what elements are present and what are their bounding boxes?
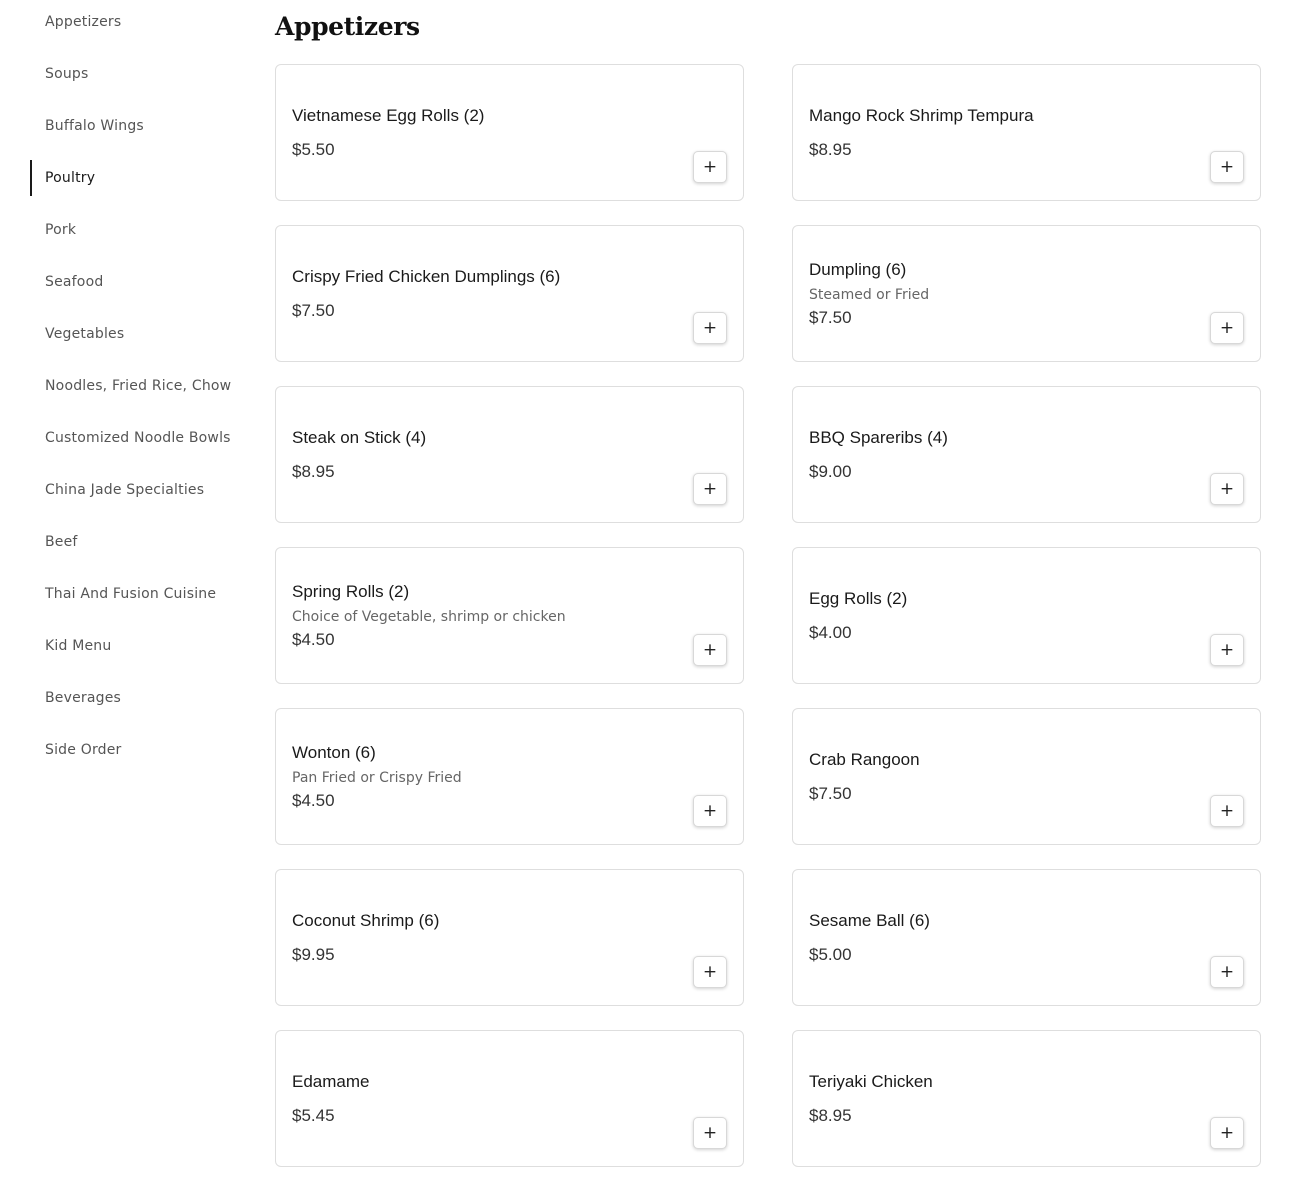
item-price: $4.50 — [292, 790, 335, 810]
item-price: $5.45 — [292, 1105, 335, 1125]
plus-icon: + — [1219, 1122, 1235, 1143]
item-name: Mango Rock Shrimp Tempura — [809, 105, 1034, 125]
item-name: Egg Rolls (2) — [809, 588, 908, 608]
sidebar-item-beverages[interactable]: Beverages — [45, 690, 122, 706]
item-price: $4.00 — [809, 622, 852, 642]
item-price: $5.50 — [292, 139, 335, 159]
item-price: $8.95 — [292, 461, 335, 481]
category-sidebar — [0, 0, 250, 1188]
plus-icon: + — [1219, 156, 1235, 177]
item-price: $7.50 — [292, 300, 335, 320]
item-name: Steak on Stick (4) — [292, 427, 427, 447]
plus-icon: + — [1219, 317, 1235, 338]
plus-icon: + — [702, 961, 718, 982]
menu-item-card[interactable] — [275, 869, 744, 1006]
sidebar-item-thai-and-fusion-cuisine[interactable]: Thai And Fusion Cuisine — [45, 586, 217, 602]
item-price: $5.00 — [809, 944, 852, 964]
menu-item-card[interactable] — [275, 64, 744, 201]
sidebar-item-kid-menu[interactable]: Kid Menu — [45, 638, 112, 654]
plus-icon: + — [1219, 961, 1235, 982]
sidebar-item-appetizers[interactable]: Appetizers — [45, 14, 122, 30]
item-name: Edamame — [292, 1071, 370, 1091]
sidebar-item-china-jade-specialties[interactable]: China Jade Specialties — [45, 482, 205, 498]
menu-item-card[interactable] — [275, 708, 744, 845]
item-price: $9.00 — [809, 461, 852, 481]
menu-item-card[interactable] — [792, 64, 1261, 201]
plus-icon: + — [1219, 478, 1235, 499]
add-to-cart-button[interactable] — [1210, 634, 1244, 666]
menu-item-card[interactable] — [792, 1030, 1261, 1167]
sidebar-item-beef[interactable]: Beef — [45, 534, 78, 550]
sidebar-item-buffalo-wings[interactable]: Buffalo Wings — [45, 118, 144, 134]
item-price: $8.95 — [809, 139, 852, 159]
plus-icon: + — [702, 156, 718, 177]
item-name: Wonton (6) — [292, 742, 376, 762]
menu-item-card[interactable] — [792, 386, 1261, 523]
add-to-cart-button[interactable] — [1210, 312, 1244, 344]
plus-icon: + — [702, 800, 718, 821]
sidebar-item-pork[interactable]: Pork — [45, 222, 77, 238]
item-price: $7.50 — [809, 783, 852, 803]
item-name: Teriyaki Chicken — [809, 1071, 933, 1091]
add-to-cart-button[interactable] — [1210, 473, 1244, 505]
item-price: $9.95 — [292, 944, 335, 964]
plus-icon: + — [702, 478, 718, 499]
item-name: Sesame Ball (6) — [809, 910, 930, 930]
item-name: Dumpling (6) — [809, 259, 907, 279]
plus-icon: + — [702, 1122, 718, 1143]
item-price: $8.95 — [809, 1105, 852, 1125]
sidebar-item-side-order[interactable]: Side Order — [45, 742, 122, 758]
plus-icon: + — [702, 317, 718, 338]
add-to-cart-button[interactable] — [693, 795, 727, 827]
sidebar-item-seafood[interactable]: Seafood — [45, 274, 104, 290]
add-to-cart-button[interactable] — [1210, 1117, 1244, 1149]
menu-item-card[interactable] — [275, 547, 744, 684]
menu-item-card[interactable] — [792, 869, 1261, 1006]
menu-item-card[interactable] — [275, 386, 744, 523]
add-to-cart-button[interactable] — [693, 473, 727, 505]
item-description: Steamed or Fried — [809, 286, 930, 303]
menu-item-card[interactable] — [275, 225, 744, 362]
item-name: Spring Rolls (2) — [292, 581, 410, 601]
menu-item-card[interactable] — [792, 708, 1261, 845]
menu-item-card[interactable] — [792, 225, 1261, 362]
item-name: Vietnamese Egg Rolls (2) — [292, 105, 485, 125]
sidebar-item-noodles-fried-rice-chow[interactable]: Noodles, Fried Rice, Chow — [45, 378, 232, 394]
add-to-cart-button[interactable] — [1210, 956, 1244, 988]
item-price: $7.50 — [809, 307, 852, 327]
add-to-cart-button[interactable] — [693, 312, 727, 344]
plus-icon: + — [702, 639, 718, 660]
add-to-cart-button[interactable] — [693, 956, 727, 988]
add-to-cart-button[interactable] — [1210, 795, 1244, 827]
sidebar-item-soups[interactable]: Soups — [45, 66, 89, 82]
item-description: Pan Fried or Crispy Fried — [292, 769, 462, 786]
item-description: Choice of Vegetable, shrimp or chicken — [292, 608, 566, 625]
item-name: Coconut Shrimp (6) — [292, 910, 440, 930]
sidebar-item-poultry[interactable]: Poultry — [30, 160, 240, 196]
add-to-cart-button[interactable] — [693, 634, 727, 666]
section-title: Appetizers — [275, 12, 420, 41]
add-to-cart-button[interactable] — [693, 1117, 727, 1149]
item-name: BBQ Spareribs (4) — [809, 427, 948, 447]
item-name: Crispy Fried Chicken Dumplings (6) — [292, 266, 561, 286]
item-name: Crab Rangoon — [809, 749, 920, 769]
plus-icon: + — [1219, 639, 1235, 660]
sidebar-item-customized-noodle-bowls[interactable]: Customized Noodle Bowls — [45, 430, 231, 446]
menu-item-card[interactable] — [792, 547, 1261, 684]
add-to-cart-button[interactable] — [1210, 151, 1244, 183]
sidebar-item-vegetables[interactable]: Vegetables — [45, 326, 125, 342]
add-to-cart-button[interactable] — [693, 151, 727, 183]
item-price: $4.50 — [292, 629, 335, 649]
plus-icon: + — [1219, 800, 1235, 821]
menu-item-card[interactable] — [275, 1030, 744, 1167]
